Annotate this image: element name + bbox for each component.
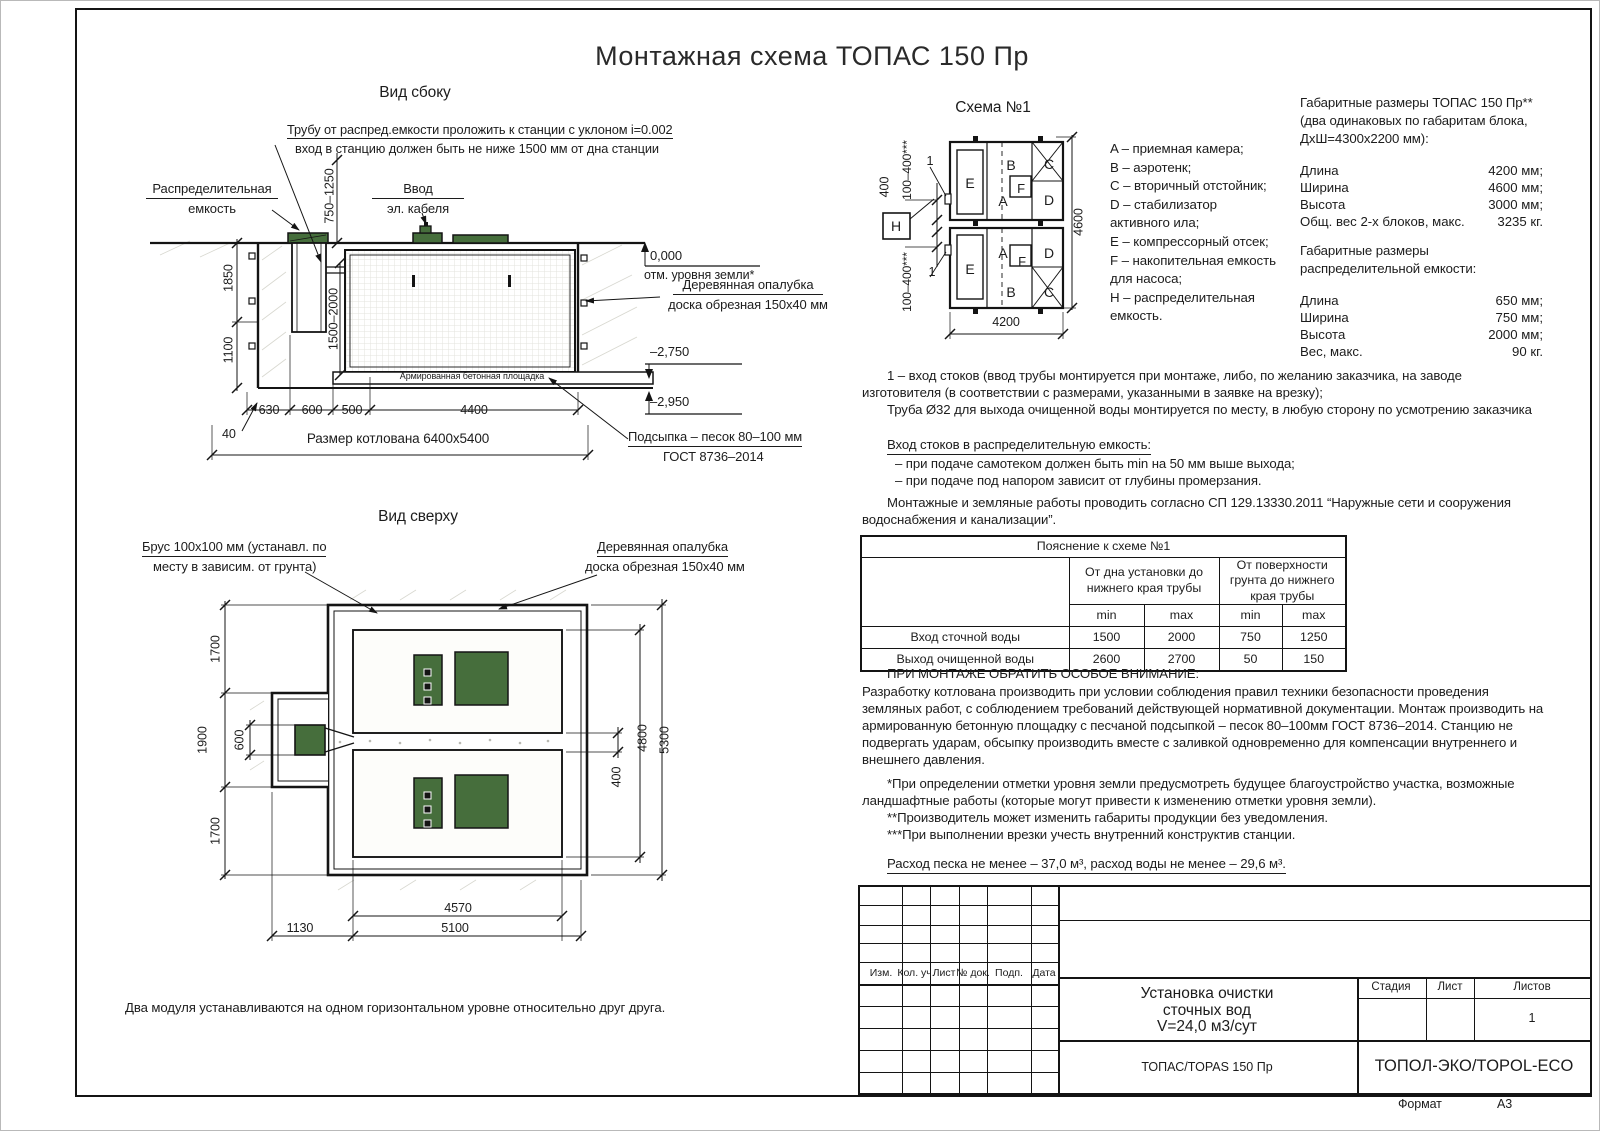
dim-630: 630 [258,403,280,417]
dim-1700-top: 1700 [208,635,223,663]
tb-sheets-value: 1 [1528,1011,1536,1025]
table-min-header: min [1069,605,1144,627]
row-label: Вход сточной воды [861,627,1069,649]
tb-line [1058,977,1590,979]
overall-dims-title-2: (два одинаковых по габаритам блока, [1300,113,1528,128]
row-value: 750 [1219,627,1282,649]
tb-sheets-label: Листов [1513,981,1551,993]
table-row [861,627,1346,649]
top-view-drawing [100,530,720,960]
row-value: 1500 [1069,627,1144,649]
tb-line [860,925,1058,926]
dim-value: 3235 кг. [1497,214,1543,229]
tb-company-name: ТОПОЛ-ЭКО/TOPOL-ECO [1374,1057,1574,1075]
format-value: А3 [1497,1097,1513,1111]
inlet-note-line3: Труба Ø32 для выхода очищенной воды монтируется по месту, в любую сторону по усмотрению заказчика [887,402,1532,417]
attention-line1: Разработку котлована производить при условии соблюдения правил техники безопасности проведения [862,684,1489,699]
dim-1500-2000: 1500–2000 [326,287,341,351]
footnote-2: **Производитель может изменить габариты продукции без уведомления. [887,810,1328,825]
schema-bottom-b: B [1006,284,1016,300]
dim-4800: 4800 [635,724,650,752]
tb-line [1031,887,1032,1093]
dim-label: Ширина [1300,310,1349,325]
overall-dims-title-1: Габаритные размеры ТОПАС 150 Пр** [1300,95,1533,110]
dim-label: Вес, макс. [1300,344,1363,359]
dim-value: 2000 мм; [1488,327,1543,342]
dim-label: Общ. вес 2-х блоков, макс. [1300,214,1465,229]
dim-label: Длина [1300,163,1339,178]
schema-legend [1110,141,1276,327]
tb-sheet-label: Лист [1437,981,1463,993]
format-label: Формат [1398,1097,1442,1111]
schema-dim-400: 400 [877,176,892,198]
tb-product-name: ТОПАС/TOPAS 150 Пр [1141,1060,1273,1074]
dim-value: 750 мм; [1495,310,1543,325]
dim-value: 4600 мм; [1488,180,1543,195]
row-value: 2000 [1144,627,1219,649]
footnote-1b: ландшафтные работы (которые могут привести к изменению отметки уровня земли). [862,793,1377,808]
dim-row-length [1300,163,1543,178]
footnote-3: ***При выполнении врезки учесть внутренний конструктив станции. [887,827,1296,842]
schema-inlet-1-top: 1 [926,154,934,168]
schema-top-d: D [1043,192,1055,208]
legend-line: C – вторичный отстойник; [1110,178,1267,194]
tb-line [860,1050,1058,1051]
dim-row-width-2 [1300,310,1543,325]
dist-inlet-line2: – при подаче под напором зависит от глубины промерзания. [895,473,1262,488]
dist-inlet-heading: Вход стоков в распределительную емкость: [887,437,1151,455]
dim-5300: 5300 [657,726,672,754]
schema-top-b: B [1006,157,1016,173]
title-block [858,885,1592,1095]
dist-inlet-line1: – при подаче самотеком должен быть min на 50 мм выше выхода; [895,456,1295,471]
works-note-line2: водоснабжения и канализации”. [862,512,1057,527]
tb-col-koluch: Кол. уч. [897,967,935,979]
legend-line: F – накопительная емкость [1110,252,1276,268]
schema-dim-4200: 4200 [992,315,1020,329]
top-formwork-label-line1: Деревянная опалубка [597,539,728,557]
attention-line4: подвергать ударам, обсыпку производить вместе с заливкой одновременно для компенсации внутреннего и [862,735,1518,750]
schema-inlet-1-bottom: 1 [928,265,936,279]
note-pipe-slope-line1: Трубу от распред.емкости проложить к станции с уклоном i=0.002 [287,122,673,139]
legend-line: емкость. [1110,308,1163,324]
dim-value: 650 мм; [1495,293,1543,308]
row-value: 2700 [1144,649,1219,671]
dist-tank-label-line1: Распределительная [146,181,278,199]
slab-label: Армированная бетонная площадка [399,371,545,381]
schema-bottom-d: D [1043,245,1055,261]
tb-line [1058,1040,1590,1042]
tb-col-list: Лист [932,967,956,979]
tb-project-line3: V=24,0 м3/сут [1156,1018,1258,1035]
elevation-zero-caption: отм. уровня земли* [644,268,755,282]
row-label: Выход очищенной воды [861,649,1069,671]
attention-line5: внешнего давления. [862,752,985,767]
table-corner-cell [861,557,1069,627]
table-group2-header: От поверхности грунта до нижнего края трубы [1219,557,1346,605]
elevation-zero: 0,000 [650,248,683,263]
tb-col-izm: Изм. [869,967,893,979]
row-value: 1250 [1282,627,1346,649]
schema-top-f: F [1017,181,1025,196]
legend-line: для насоса; [1110,271,1182,287]
inlet-note-line2: изготовителя (в соответствии с размерами, указанными в заявке на врезку); [862,385,1323,400]
bedding-label-line1: Подсыпка – песок 80–100 мм [628,429,802,447]
tb-project-line1: Установка очистки [1140,985,1274,1002]
note-pipe-slope-line2: вход в станцию должен быть не ниже 1500 мм от дна станции [295,141,659,156]
tb-line [1058,887,1060,1093]
dim-500: 500 [341,403,363,417]
dist-tank-label-line2: емкость [188,201,236,216]
tb-line [902,887,903,1093]
dim-value: 90 кг. [1512,344,1543,359]
inlet-note-line1: 1 – вход стоков (ввод трубы монтируется при монтаже, либо, по желанию заказчика, на заводе [887,368,1462,383]
tb-stage-label: Стадия [1371,981,1411,993]
side-view-heading: Вид сбоку [379,84,451,101]
tb-line [860,1006,1058,1007]
schema-dim-4600: 4600 [1071,208,1086,236]
dist-dims-subtitle-1: Габаритные размеры [1300,243,1429,258]
table-max-header: max [1282,605,1346,627]
dim-4400: 4400 [460,403,488,417]
elevation-minus-2950: –2,950 [650,394,690,409]
consumption-note: Расход песка не менее – 37,0 м³, расход воды не менее – 29,6 м³. [887,856,1286,874]
top-formwork-label-line2: доска обрезная 150х40 мм [585,559,745,574]
schema-top-c: C [1043,156,1055,172]
dim-600-top: 600 [232,729,247,751]
tb-col-podp: Подп. [995,967,1023,979]
dim-1900: 1900 [195,726,210,754]
schema-bottom-c: C [1043,284,1055,300]
dim-4570: 4570 [444,901,472,915]
tb-line [1474,977,1475,1040]
dim-row-length-2 [1300,293,1543,308]
legend-line: B – аэротенк; [1110,159,1192,175]
tb-line [1357,977,1359,1093]
table-title: Пояснение к схеме №1 [861,536,1346,557]
modules-level-note: Два модуля устанавливаются на одном горизонтальном уровне относительно друг друга. [125,1000,666,1015]
dim-40: 40 [222,427,236,441]
pit-size-label: Размер котлована 6400х5400 [306,431,490,446]
beam-label-line1: Брус 100х100 мм (устанавл. по [142,539,326,557]
legend-line: активного ила; [1110,215,1200,231]
tb-line [1058,920,1590,921]
dim-1850: 1850 [221,264,236,292]
dim-row-weight [1300,214,1543,229]
table-max-header: max [1144,605,1219,627]
tb-line [860,905,1058,906]
dim-400-top: 400 [609,766,624,788]
dim-1700-bottom: 1700 [208,817,223,845]
cable-entry-label-line1: Ввод [372,181,464,199]
dim-value: 3000 мм; [1488,197,1543,212]
dim-1100: 1100 [221,336,236,364]
formwork-label-line2: доска обрезная 150х40 мм [668,297,828,312]
formwork-label-line1: Деревянная опалубка [673,277,823,295]
side-view-drawing [100,115,860,477]
dim-row-width [1300,180,1543,195]
tb-line [1426,977,1427,1040]
dim-5100: 5100 [441,921,469,935]
schema-explanation-table [860,535,1347,672]
tb-line [860,984,1058,986]
row-value: 150 [1282,649,1346,671]
schema-top-a: A [998,193,1008,209]
schema-bottom-a: A [998,245,1008,261]
footnote-1: *При определении отметки уровня земли предусмотреть будущее благоустройство участка, возможные [887,776,1515,791]
tb-line [930,887,931,1093]
row-value: 2600 [1069,649,1144,671]
tb-col-ndok: № док. [956,967,990,979]
schema-bottom-e: E [965,261,975,277]
row-value: 50 [1219,649,1282,671]
schema-top-e: E [965,175,975,191]
table-min-header: min [1219,605,1282,627]
legend-line: E – компрессорный отсек; [1110,233,1269,249]
dim-label: Высота [1300,327,1346,342]
tb-line [860,1028,1058,1029]
schema-dim-100-400-top: 100–400*** [899,140,914,200]
dim-label: Длина [1300,293,1339,308]
legend-line: D – стабилизатор [1110,196,1217,212]
dim-750-1250: 750–1250 [322,168,337,224]
elevation-minus-2750: –2,750 [650,344,690,359]
dist-dims-subtitle-2: распределительной емкости: [1300,261,1477,276]
attention-heading: ПРИ МОНТАЖЕ ОБРАТИТЬ ОСОБОЕ ВНИМАНИЕ: [887,666,1200,681]
schema-h-label: H [890,218,902,234]
legend-line: H – распределительная [1110,289,1255,305]
dim-1130: 1130 [286,921,314,935]
cable-entry-label-line2: эл. кабеля [386,201,450,216]
dim-row-height-2 [1300,327,1543,342]
legend-line: A – приемная камера; [1110,141,1244,156]
works-note-line1: Монтажные и земляные работы проводить согласно СП 129.13330.2011 “Наружные сети и сооружения [887,495,1511,510]
overall-dims-title-3: ДхШ=4300х2200 мм): [1300,131,1429,146]
dim-row-height [1300,197,1543,212]
dim-label: Ширина [1300,180,1349,195]
schema-bottom-f: F [1018,254,1026,269]
attention-line3: армированную бетонную площадку с песчаной подсыпкой – песок 80–100мм ГОСТ 8736–2014. Станцию не [862,718,1513,733]
tb-line [959,887,960,1093]
tb-col-data: Дата [1032,967,1056,979]
schema-dim-100-400-bottom: 100–400*** [899,252,914,312]
dim-value: 4200 мм; [1488,163,1543,178]
attention-line2: земляных работ, с соблюдением требований действующей нормативной документации. Монтаж производить на [862,701,1544,716]
table-group1-header: От дна установки до нижнего края трубы [1069,557,1219,605]
dim-row-weight-2 [1300,344,1543,359]
tb-line [860,1072,1058,1073]
dim-label: Высота [1300,197,1346,212]
tb-project-line2: сточных вод [1162,1002,1252,1019]
top-view-heading: Вид сверху [378,508,458,525]
dim-600: 600 [301,403,323,417]
beam-label-line2: месту в зависим. от грунта) [153,559,317,574]
tb-line [860,943,1058,944]
schema-heading: Схема №1 [955,99,1031,116]
tb-line [987,887,988,1093]
bedding-label-line2: ГОСТ 8736–2014 [663,449,764,464]
tb-line [860,962,1058,963]
page-title: Монтажная схема ТОПАС 150 Пр [595,41,1029,71]
